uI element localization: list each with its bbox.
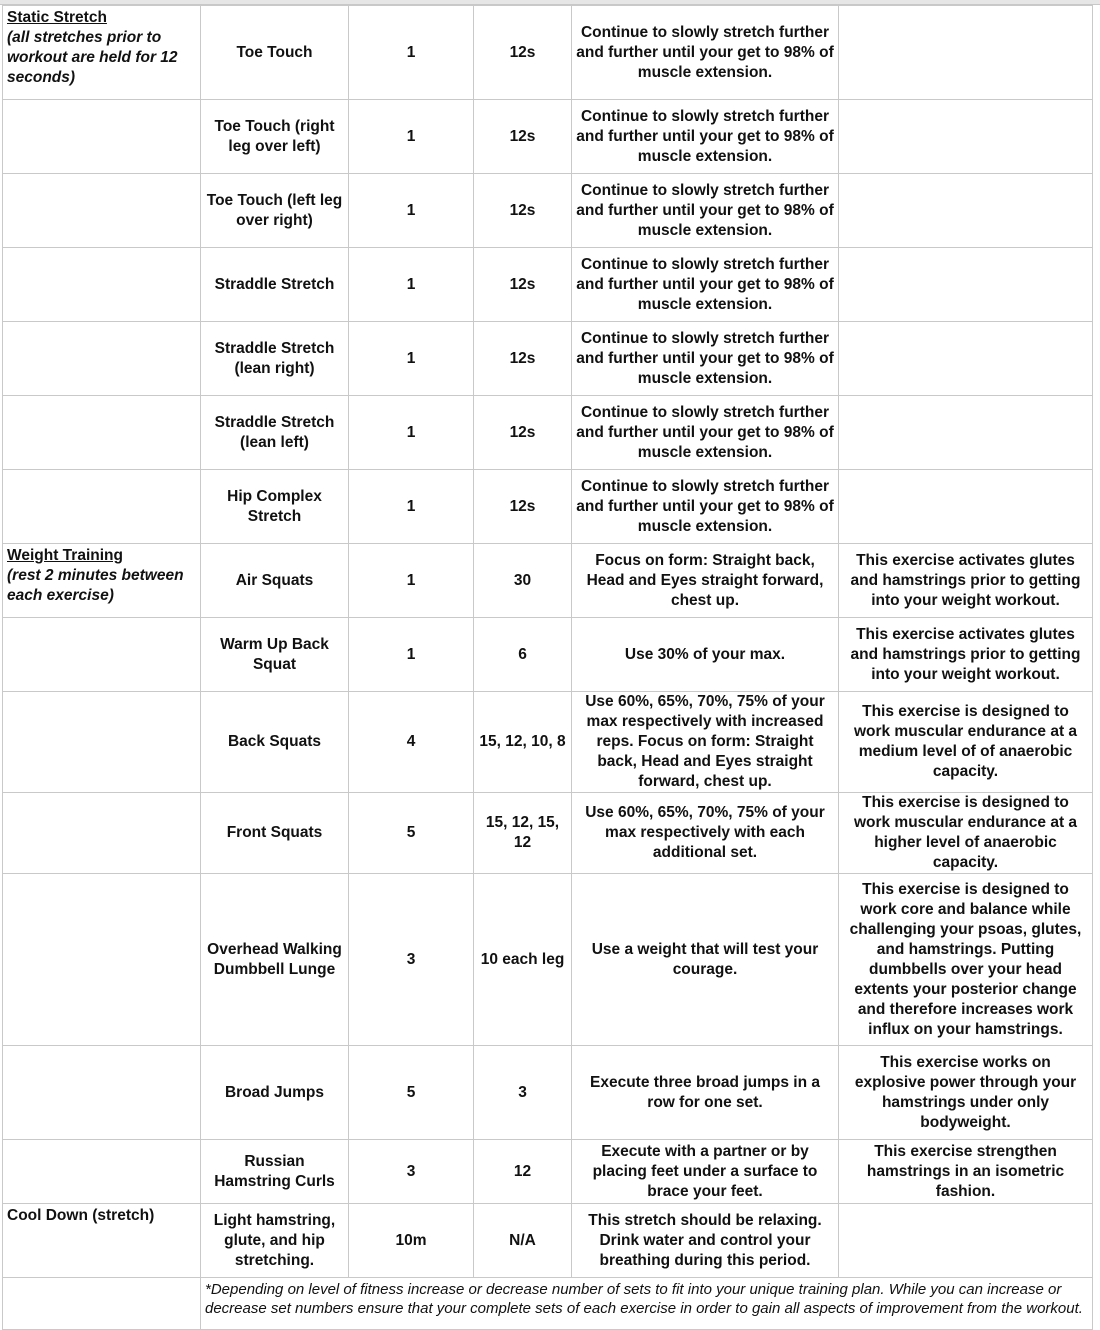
purpose-cell [839, 322, 1093, 396]
reps-cell: 12s [474, 248, 572, 322]
reps-cell: 12s [474, 470, 572, 544]
section-cell-empty [3, 874, 201, 1046]
purpose-cell [839, 470, 1093, 544]
exercise-cell: Light hamstring, glute, and hip stretching. [201, 1204, 349, 1278]
sets-cell: 1 [349, 618, 474, 692]
table-row [3, 322, 1093, 396]
exercise-cell: Toe Touch (right leg over left) [201, 100, 349, 174]
table-row [3, 1046, 1093, 1140]
purpose-cell [839, 6, 1093, 100]
reps-cell: 12s [474, 174, 572, 248]
sets-cell: 1 [349, 544, 474, 618]
notes-cell: Continue to slowly stretch further and further until your get to 98% of muscle extension. [572, 174, 839, 248]
exercise-cell: Front Squats [201, 793, 349, 874]
table-row [3, 618, 1093, 692]
sets-cell: 5 [349, 1046, 474, 1140]
section-subtitle: (all stretches prior to workout are held for 12 seconds) [7, 29, 178, 86]
exercise-cell: Russian Hamstring Curls [201, 1140, 349, 1204]
sets-cell: 1 [349, 174, 474, 248]
notes-cell: Continue to slowly stretch further and further until your get to 98% of muscle extension. [572, 248, 839, 322]
notes-cell: Continue to slowly stretch further and further until your get to 98% of muscle extension. [572, 100, 839, 174]
table-row [3, 692, 1093, 793]
notes-cell: Continue to slowly stretch further and further until your get to 98% of muscle extension. [572, 470, 839, 544]
section-title: Static Stretch [7, 9, 107, 26]
purpose-cell: This exercise activates glutes and hamstrings prior to getting into your weight workout. [839, 544, 1093, 618]
sets-cell: 1 [349, 396, 474, 470]
purpose-cell [839, 100, 1093, 174]
sets-cell: 4 [349, 692, 474, 793]
table-row [3, 874, 1093, 1046]
table-row [3, 396, 1093, 470]
section-cell-empty [3, 618, 201, 692]
reps-cell: 12s [474, 396, 572, 470]
table-row [3, 793, 1093, 874]
notes-cell: Execute three broad jumps in a row for one set. [572, 1046, 839, 1140]
sets-cell: 1 [349, 100, 474, 174]
section-cell-empty [3, 1046, 201, 1140]
reps-cell: 3 [474, 1046, 572, 1140]
notes-cell: Use a weight that will test your courage. [572, 874, 839, 1046]
section-subtitle: (rest 2 minutes between each exercise) [7, 567, 184, 604]
purpose-cell: This exercise activates glutes and hamstrings prior to getting into your weight workout. [839, 618, 1093, 692]
table-row [3, 544, 1093, 618]
section-label-weight-training [3, 544, 201, 618]
footnote: *Depending on level of fitness increase or decrease number of sets to fit into your unique training plan. While you can increase or decrease set numbers ensure that your complete sets of each exercise in order to gain all aspects of improvement from the workout. [201, 1278, 1093, 1330]
table-row [3, 1140, 1093, 1204]
section-cell-empty [3, 793, 201, 874]
section-cell-empty [3, 248, 201, 322]
table-row [3, 470, 1093, 544]
sets-cell: 3 [349, 1140, 474, 1204]
exercise-cell: Broad Jumps [201, 1046, 349, 1140]
table-row [3, 100, 1093, 174]
exercise-cell: Back Squats [201, 692, 349, 793]
sets-cell: 3 [349, 874, 474, 1046]
section-cell-empty [3, 174, 201, 248]
reps-cell: 12s [474, 100, 572, 174]
section-cell-empty [3, 322, 201, 396]
purpose-cell [839, 174, 1093, 248]
notes-cell: This stretch should be relaxing. Drink water and control your breathing during this period. [572, 1204, 839, 1278]
purpose-cell: This exercise is designed to work muscular endurance at a medium level of of anaerobic capacity. [839, 692, 1093, 793]
footnote-row [3, 1278, 1093, 1330]
section-cell-empty [3, 1140, 201, 1204]
sets-cell: 1 [349, 470, 474, 544]
notes-cell: Use 60%, 65%, 70%, 75% of your max respectively with increased reps. Focus on form: Straight back, Head and Eyes straight forward, chest up. [572, 692, 839, 793]
notes-cell: Continue to slowly stretch further and further until your get to 98% of muscle extension. [572, 6, 839, 100]
table-row [3, 1204, 1093, 1278]
exercise-cell: Straddle Stretch [201, 248, 349, 322]
sets-cell: 1 [349, 6, 474, 100]
purpose-cell: This exercise strengthen hamstrings in an isometric fashion. [839, 1140, 1093, 1204]
notes-cell: Focus on form: Straight back, Head and Eyes straight forward, chest up. [572, 544, 839, 618]
section-title: Weight Training [7, 547, 123, 564]
reps-cell: 12s [474, 322, 572, 396]
reps-cell: 15, 12, 10, 8 [474, 692, 572, 793]
section-title: Cool Down (stretch) [7, 1207, 155, 1224]
section-cell-empty [3, 100, 201, 174]
exercise-cell: Overhead Walking Dumbbell Lunge [201, 874, 349, 1046]
purpose-cell [839, 248, 1093, 322]
exercise-cell: Toe Touch [201, 6, 349, 100]
workout-table [2, 5, 1093, 1330]
exercise-cell: Straddle Stretch (lean right) [201, 322, 349, 396]
sets-cell: 1 [349, 248, 474, 322]
reps-cell: 30 [474, 544, 572, 618]
notes-cell: Continue to slowly stretch further and further until your get to 98% of muscle extension. [572, 396, 839, 470]
reps-cell: 6 [474, 618, 572, 692]
sets-cell: 5 [349, 793, 474, 874]
table-row [3, 248, 1093, 322]
sets-cell: 1 [349, 322, 474, 396]
reps-cell: 15, 12, 15, 12 [474, 793, 572, 874]
reps-cell: 10 each leg [474, 874, 572, 1046]
notes-cell: Use 30% of your max. [572, 618, 839, 692]
reps-cell: 12s [474, 6, 572, 100]
purpose-cell: This exercise works on explosive power through your hamstrings under only bodyweight. [839, 1046, 1093, 1140]
section-cell-empty [3, 470, 201, 544]
section-cell-empty [3, 692, 201, 793]
notes-cell: Use 60%, 65%, 70%, 75% of your max respectively with each additional set. [572, 793, 839, 874]
exercise-cell: Hip Complex Stretch [201, 470, 349, 544]
table-row [3, 174, 1093, 248]
exercise-cell: Straddle Stretch (lean left) [201, 396, 349, 470]
exercise-cell: Air Squats [201, 544, 349, 618]
section-label-static-stretch [3, 6, 201, 100]
purpose-cell [839, 396, 1093, 470]
purpose-cell: This exercise is designed to work core and balance while challenging your psoas, glutes, and hamstrings. Putting dumbbells over your head extents your posterior change and therefore increases work influx on your hamstrings. [839, 874, 1093, 1046]
purpose-cell [839, 1204, 1093, 1278]
reps-cell: N/A [474, 1204, 572, 1278]
exercise-cell: Warm Up Back Squat [201, 618, 349, 692]
notes-cell: Execute with a partner or by placing feet under a surface to brace your feet. [572, 1140, 839, 1204]
section-cell-empty [3, 1278, 201, 1330]
table-row [3, 6, 1093, 100]
purpose-cell: This exercise is designed to work muscular endurance at a higher level of anaerobic capacity. [839, 793, 1093, 874]
section-label-cool-down [3, 1204, 201, 1278]
section-cell-empty [3, 396, 201, 470]
sets-cell: 10m [349, 1204, 474, 1278]
exercise-cell: Toe Touch (left leg over right) [201, 174, 349, 248]
reps-cell: 12 [474, 1140, 572, 1204]
notes-cell: Continue to slowly stretch further and further until your get to 98% of muscle extension. [572, 322, 839, 396]
